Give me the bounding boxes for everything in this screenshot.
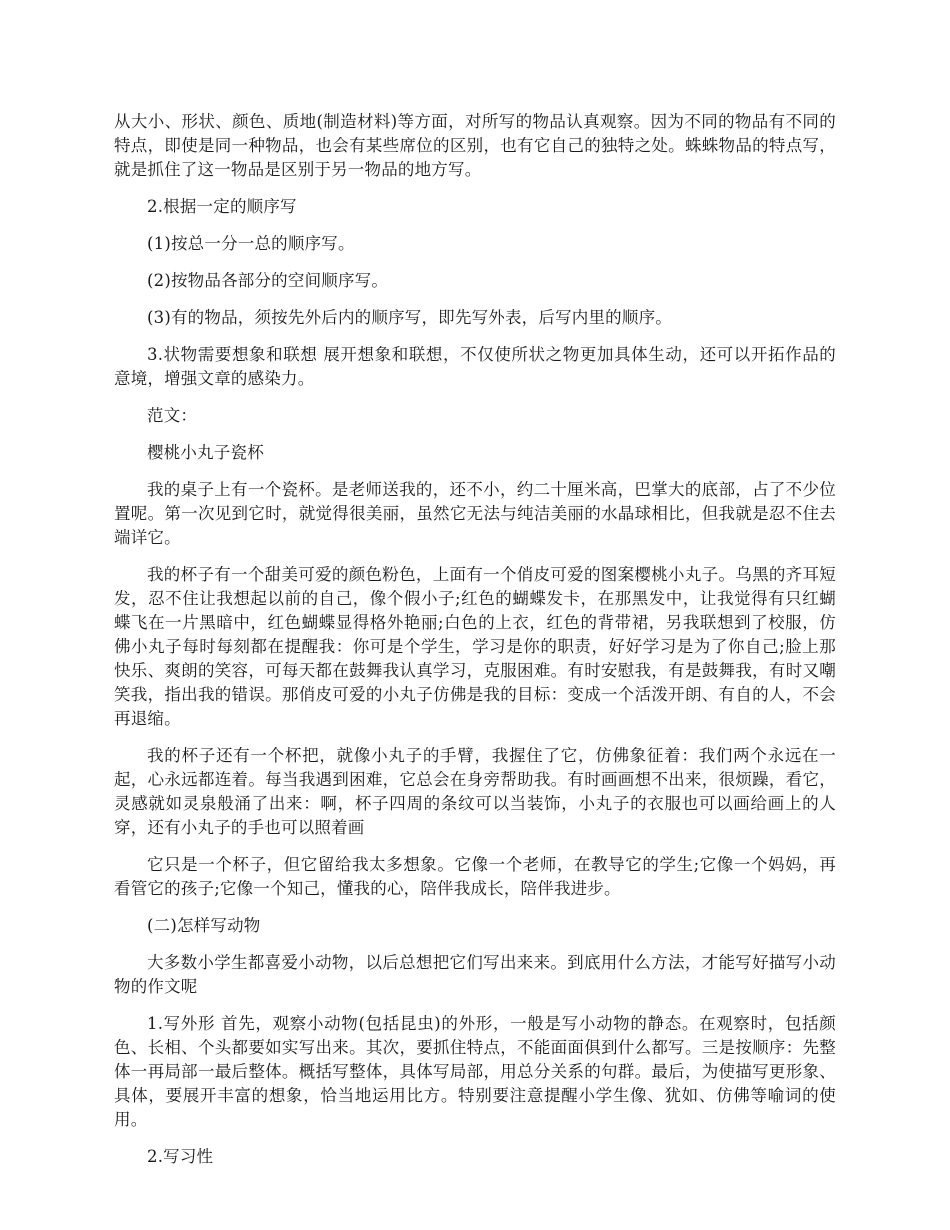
paragraph-sample-title: 樱桃小丸子瓷杯 — [147, 443, 264, 462]
paragraph-habits-heading: 2.写习性 — [147, 1147, 214, 1166]
paragraph-imagination: 3.状物需要想象和联想 展开想象和联想，不仅使所状之物更加具体生动，还可以开拓作品的意境，增强文章的感染力。 — [114, 345, 836, 388]
paragraph-heading-animals: (二)怎样写动物 — [147, 916, 261, 935]
paragraph-sample-1: 我的桌子上有一个瓷杯。是老师送我的，还不小，约二十厘米高，巴掌大的底部，占了不少位置呢。第一次见到它时，就觉得很美丽，虽然它无法与纯洁美丽的水晶球相比，但我就是忍不住去端详它。 — [114, 480, 836, 547]
paragraph-order-1: (1)按总一分一总的顺序写。 — [147, 234, 355, 253]
paragraph-sample-2: 我的杯子有一个甜美可爱的颜色粉色，上面有一个俏皮可爱的图案樱桃小丸子。乌黑的齐耳短发，忍不住让我想起以前的自己，像个假小子;红色的蝴蝶发卡，在那黑发中，让我觉得有只红蝴蝶飞在一片黑暗中，红色蝴蝶显得格外艳丽;白色的上衣，红色的背带裙，另我联想到了校服，仿佛小丸子每时每刻都在提醒我：你可是个学生，学习是你的职责，好好学习是为了你自己;脸上那快乐、爽朗的笑容，可每天都在鼓舞我认真学习，克服困难。有时安慰我，有是鼓舞我，有时又嘲笑我，指出我的错误。那俏皮可爱的小丸子仿佛是我的目标：变成一个活泼开朗、有自的人，不会再退缩。 — [114, 565, 836, 728]
paragraph-appearance: 1.写外形 首先，观察小动物(包括昆虫)的外形，一般是写小动物的静态。在观察时，包括颜色、长相、个头都要如实写出来。其次，要抓住特点，不能面面俱到什么都写。三是按顺序：先整体一再局部一最后整体。概括写整体，具体写局部，用总分关系的句群。最后，为使描写更形象、具体，要展开丰富的想象，恰当地运用比方。特别要注意提醒小学生像、犹如、仿佛等喻词的使用。 — [114, 1014, 836, 1129]
paragraph-sample-4: 它只是一个杯子，但它留给我太多想象。它像一个老师，在教导它的学生;它像一个妈妈，再看管它的孩子;它像一个知己，懂我的心，陪伴我成长，陪伴我进步。 — [114, 855, 836, 898]
paragraph-sample-3: 我的杯子还有一个杯把，就像小丸子的手臂，我握住了它，仿佛象征着：我们两个永远在一起，心永远都连着。每当我遇到困难，它总会在身旁帮助我。有时画画想不出来，很烦躁，看它，灵感就如灵泉般涌了出来：啊，杯子四周的条纹可以当装饰，小丸子的衣服也可以画给画上的人穿，还有小丸子的手也可以照着画 — [114, 746, 836, 837]
paragraph-observation-intro: 从大小、形状、颜色、质地(制造材料)等方面，对所写的物品认真观察。因为不同的物品有不同的特点，即使是同一种物品，也会有某些席位的区别，也有它自己的独特之处。蛛蛛物品的特点写，就是抓住了这一物品是区别于另一物品的地方写。 — [114, 112, 836, 179]
document-body — [114, 110, 836, 1182]
paragraph-heading-order: 2.根据一定的顺序写 — [147, 197, 297, 216]
paragraph-animals-intro: 大多数小学生都喜爱小动物，以后总想把它们写出来来。到底用什么方法，才能写好描写小动物的作文呢 — [114, 953, 836, 996]
paragraph-order-3: (3)有的物品，须按先外后内的顺序写，即先写外表，后写内里的顺序。 — [147, 308, 672, 327]
paragraph-order-2: (2)按物品各部分的空间顺序写。 — [147, 271, 389, 290]
paragraph-sample-label: 范文： — [147, 406, 198, 425]
